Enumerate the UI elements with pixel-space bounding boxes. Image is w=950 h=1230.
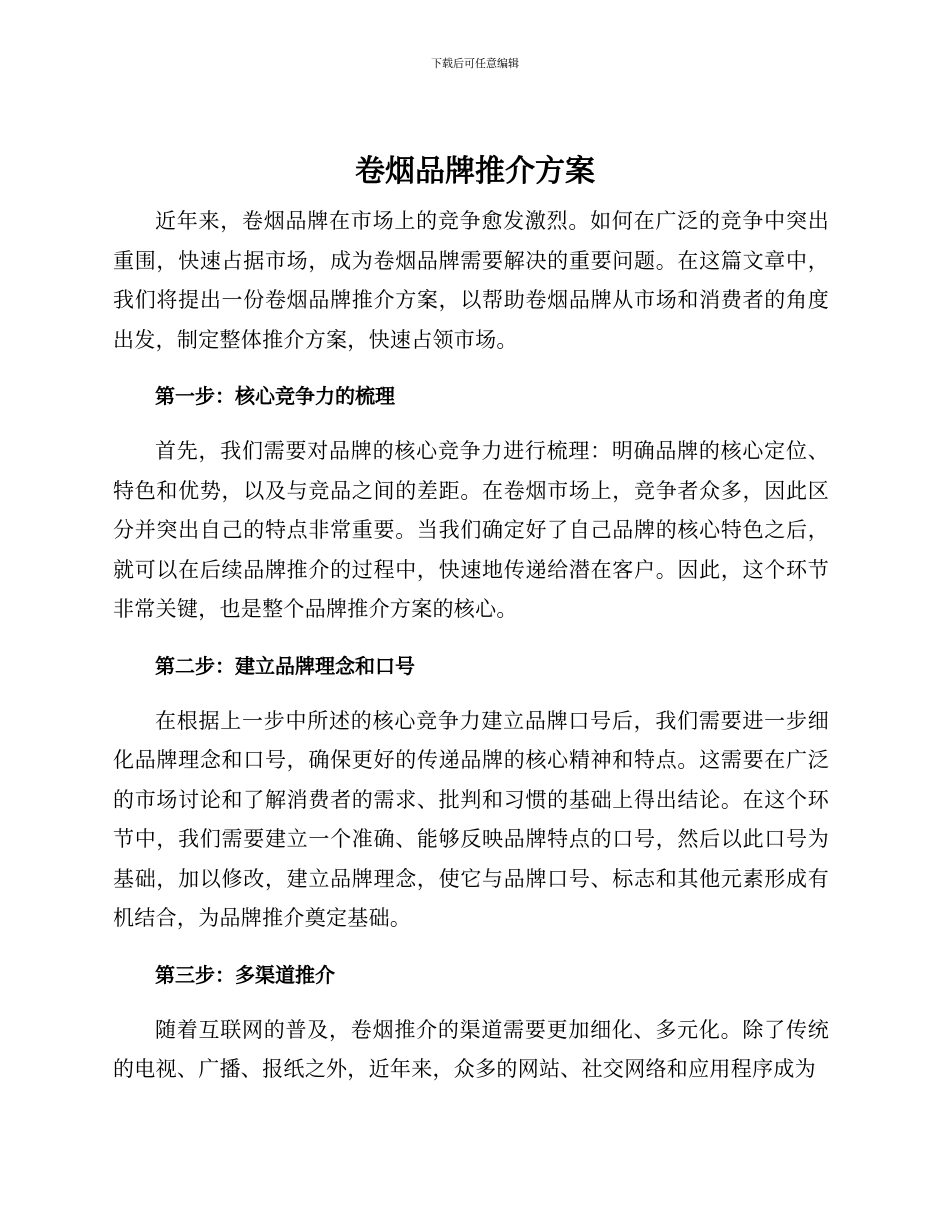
section-heading-1: 第一步：核心竞争力的梳理 [155,384,395,408]
section-paragraph-1: 首先，我们需要对品牌的核心竞争力进行梳理：明确品牌的核心定位、特色和优势，以及与竞品之间的差距。在卷烟市场上，竞争者众多，因此区分并突出自己的特点非常重要。当我们确定好了自己品牌的核心特色之后，就可以在后续品牌推介的过程中，快速地传递给潜在客户。因此，这个环节非常关键，也是整个品牌推介方案的核心。 [113,439,829,621]
section-heading-3: 第三步：多渠道推介 [155,962,335,987]
section-paragraph-2: 在根据上一步中所述的核心竞争力建立品牌口号后，我们需要进一步细化品牌理念和口号，确保更好的传递品牌的核心精神和特点。这需要在广泛的市场讨论和了解消费者的需求、批判和习惯的基础上得出结论。在这个环节中，我们需要建立一个准确、能够反映品牌特点的口号，然后以此口号为基础，加以修改，建立品牌理念，使它与品牌口号、标志和其他元素形成有机结合，为品牌推介奠定基础。 [113,708,829,930]
section-paragraph-3: 随着互联网的普及，卷烟推介的渠道需要更加细化、多元化。除了传统的电视、广播、报纸之外，近年来，众多的网站、社交网络和应用程序成为 [113,1017,829,1081]
document-title: 卷烟品牌推介方案 [355,154,595,189]
document-body [113,202,829,1090]
header-note: 下载后可任意编辑 [431,57,519,70]
intro-paragraph: 近年来，卷烟品牌在市场上的竞争愈发激烈。如何在广泛的竞争中突出重围，快速占据市场，成为卷烟品牌需要解决的重要问题。在这篇文章中，我们将提出一份卷烟品牌推介方案，以帮助卷烟品牌从市场和消费者的角度出发，制定整体推介方案，快速占领市场。 [113,209,829,352]
section-heading-2: 第二步：建立品牌理念和口号 [155,653,415,678]
